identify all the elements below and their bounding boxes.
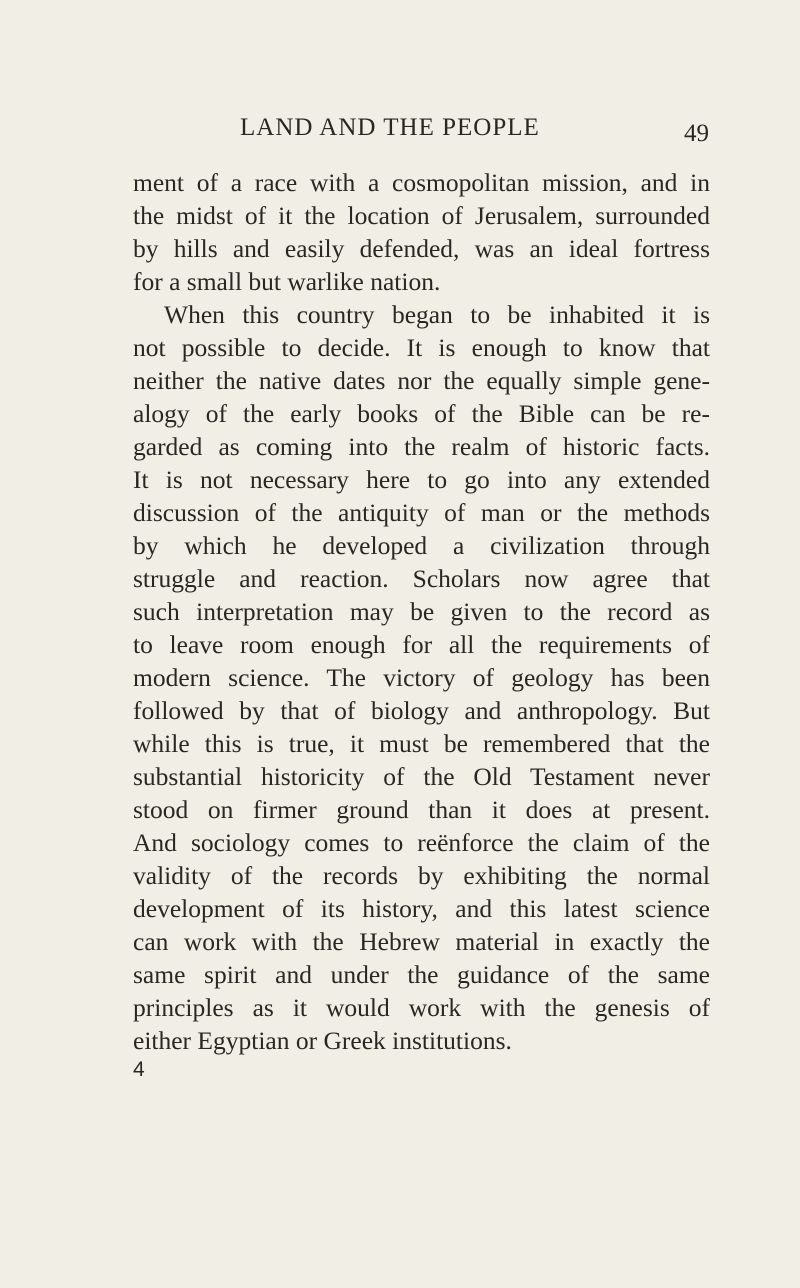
text-line: alogy of the early books of the Bible can be re- bbox=[133, 399, 710, 428]
text-line: development of its history, and this latest science bbox=[133, 894, 710, 923]
text-line: ment of a race with a cosmopolitan mission, and in bbox=[133, 168, 710, 197]
text-line: not possible to decide. It is enough to know that bbox=[133, 333, 710, 362]
text-line: neither the native dates nor the equally simple gene- bbox=[133, 366, 710, 395]
text-line: discussion of the antiquity of man or the methods bbox=[133, 498, 710, 527]
text-line: can work with the Hebrew material in exactly the bbox=[133, 927, 710, 956]
text-line: When this country began to be inhabited it is bbox=[164, 300, 710, 329]
text-line: garded as coming into the realm of historic facts. bbox=[133, 432, 710, 461]
text-line: struggle and reaction. Scholars now agree that bbox=[133, 564, 710, 593]
page-number: 49 bbox=[684, 120, 709, 147]
text-line: such interpretation may be given to the record as bbox=[133, 597, 710, 626]
text-line: by which he developed a civilization through bbox=[133, 531, 710, 560]
text-line: same spirit and under the guidance of the same bbox=[133, 960, 710, 989]
running-title: LAND AND THE PEOPLE bbox=[240, 114, 540, 141]
text-line: either Egyptian or Greek institutions. bbox=[133, 1026, 512, 1055]
text-line: while this is true, it must be remembered that the bbox=[133, 729, 710, 758]
signature-mark: 4 bbox=[133, 1058, 145, 1081]
text-line: the midst of it the location of Jerusalem, surrounded bbox=[133, 201, 710, 230]
text-line: to leave room enough for all the requirements of bbox=[133, 630, 710, 659]
text-line: It is not necessary here to go into any extended bbox=[133, 465, 710, 494]
text-line: for a small but warlike nation. bbox=[133, 267, 441, 296]
text-line: validity of the records by exhibiting the normal bbox=[133, 861, 710, 890]
text-line: stood on firmer ground than it does at present. bbox=[133, 795, 710, 824]
text-line: And sociology comes to reënforce the claim of the bbox=[133, 828, 710, 857]
text-line: principles as it would work with the genesis of bbox=[133, 993, 710, 1022]
text-line: followed by that of biology and anthropology. But bbox=[133, 696, 710, 725]
text-line: by hills and easily defended, was an ideal fortress bbox=[133, 234, 710, 263]
text-line: substantial historicity of the Old Testament never bbox=[133, 762, 710, 791]
running-head bbox=[0, 110, 800, 150]
text-line: modern science. The victory of geology has been bbox=[133, 663, 710, 692]
